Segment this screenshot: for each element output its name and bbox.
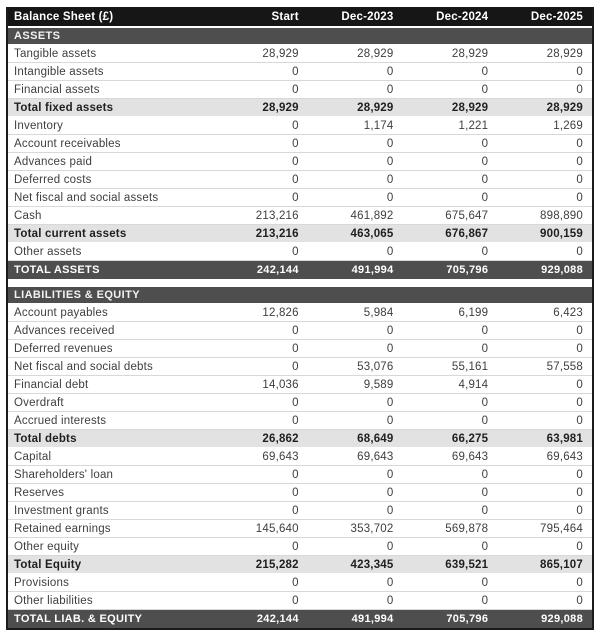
row-label: Account payables — [14, 306, 108, 319]
cell-dec-2023: 0 — [386, 342, 394, 355]
cell-dec-2024: 676,867 — [445, 227, 489, 240]
table-row — [8, 340, 592, 358]
cell-dec-2024: 0 — [481, 191, 489, 204]
table-row — [8, 556, 592, 574]
table-row — [8, 153, 592, 171]
cell-start: 213,216 — [255, 209, 299, 222]
cell-dec-2025: 0 — [576, 414, 583, 427]
row-label: Total debts — [14, 432, 77, 445]
cell-start: 0 — [292, 245, 299, 258]
cell-dec-2023: 423,345 — [350, 558, 394, 571]
cell-dec-2023: 0 — [386, 173, 394, 186]
row-label: Deferred revenues — [14, 342, 113, 355]
cell-dec-2023: 0 — [386, 414, 394, 427]
table-row — [8, 520, 592, 538]
cell-start: 0 — [292, 414, 299, 427]
cell-dec-2025: 6,423 — [553, 306, 583, 319]
row-label: Net fiscal and social debts — [14, 360, 153, 373]
table-row — [8, 117, 592, 135]
cell-dec-2025: 63,981 — [546, 432, 583, 445]
row-label: Other liabilities — [14, 594, 93, 607]
row-label: Overdraft — [14, 396, 64, 409]
table-row — [8, 412, 592, 430]
section-gap — [8, 279, 592, 287]
cell-dec-2025: 0 — [576, 245, 583, 258]
cell-dec-2025: 0 — [576, 83, 583, 96]
cell-dec-2024: 1,221 — [458, 119, 489, 132]
column-header-dec-2023: Dec-2023 — [341, 10, 394, 23]
cell-dec-2024: 0 — [481, 594, 489, 607]
cell-start: 14,036 — [262, 378, 299, 391]
cell-dec-2025: 0 — [576, 504, 583, 517]
cell-start: 215,282 — [255, 558, 299, 571]
row-label: Cash — [14, 209, 42, 222]
cell-dec-2025: 929,088 — [541, 613, 583, 625]
cell-dec-2024: 4,914 — [458, 378, 489, 391]
cell-dec-2024: 0 — [481, 173, 489, 186]
cell-dec-2025: 900,159 — [540, 227, 583, 240]
cell-dec-2023: 491,994 — [351, 264, 394, 276]
row-label: Accrued interests — [14, 414, 107, 427]
cell-dec-2024: 28,929 — [451, 47, 489, 60]
cell-dec-2025: 28,929 — [546, 47, 583, 60]
section-label: LIABILITIES & EQUITY — [14, 289, 140, 301]
column-header-start: Start — [271, 10, 299, 23]
cell-dec-2023: 28,929 — [357, 101, 394, 114]
cell-dec-2023: 69,643 — [357, 450, 394, 463]
cell-start: 0 — [292, 486, 299, 499]
cell-dec-2025: 1,269 — [553, 119, 583, 132]
cell-dec-2024: 0 — [481, 540, 489, 553]
cell-start: 0 — [292, 468, 299, 481]
cell-dec-2025: 0 — [576, 65, 583, 78]
cell-start: 0 — [292, 540, 299, 553]
cell-dec-2025: 57,558 — [546, 360, 583, 373]
cell-dec-2024: 639,521 — [445, 558, 489, 571]
row-label: Total current assets — [14, 227, 127, 240]
cell-dec-2023: 0 — [386, 155, 394, 168]
balance-sheet-table — [6, 7, 594, 630]
cell-dec-2025: 929,088 — [541, 264, 583, 276]
cell-dec-2024: 0 — [481, 65, 489, 78]
table-row — [8, 81, 592, 99]
cell-dec-2023: 0 — [386, 594, 394, 607]
table-row — [8, 207, 592, 225]
cell-dec-2023: 0 — [386, 83, 394, 96]
cell-dec-2023: 53,076 — [357, 360, 394, 373]
row-label: Other assets — [14, 245, 82, 258]
cell-dec-2023: 0 — [386, 396, 394, 409]
table-row — [8, 592, 592, 610]
cell-dec-2023: 28,929 — [357, 47, 394, 60]
cell-dec-2023: 1,174 — [363, 119, 394, 132]
row-label: Account receivables — [14, 137, 121, 150]
table-row — [8, 484, 592, 502]
table-row — [8, 502, 592, 520]
cell-dec-2024: 0 — [481, 155, 489, 168]
table-body — [8, 28, 592, 628]
cell-dec-2024: 0 — [481, 83, 489, 96]
cell-dec-2025: 0 — [576, 324, 583, 337]
cell-start: 0 — [292, 155, 299, 168]
row-label: Financial assets — [14, 83, 100, 96]
cell-start: 0 — [292, 504, 299, 517]
cell-dec-2025: 69,643 — [546, 450, 583, 463]
row-label: Investment grants — [14, 504, 109, 517]
cell-dec-2025: 0 — [576, 468, 583, 481]
row-label: Retained earnings — [14, 522, 111, 535]
cell-dec-2023: 5,984 — [363, 306, 394, 319]
row-label: TOTAL LIAB. & EQUITY — [14, 613, 143, 625]
cell-dec-2024: 0 — [481, 324, 489, 337]
cell-start: 242,144 — [256, 613, 299, 625]
cell-dec-2023: 0 — [386, 486, 394, 499]
table-title: Balance Sheet (£) — [14, 10, 114, 23]
cell-dec-2024: 0 — [481, 245, 489, 258]
table-row — [8, 358, 592, 376]
cell-dec-2024: 0 — [481, 486, 489, 499]
cell-dec-2023: 0 — [386, 540, 394, 553]
cell-start: 0 — [292, 119, 299, 132]
section-label: ASSETS — [14, 30, 61, 42]
cell-start: 0 — [292, 342, 299, 355]
row-label: Advances paid — [14, 155, 93, 168]
table-row — [8, 243, 592, 261]
row-label: Other equity — [14, 540, 80, 553]
cell-dec-2023: 0 — [386, 576, 394, 589]
row-label: Shareholders' loan — [14, 468, 114, 481]
cell-dec-2025: 0 — [576, 576, 583, 589]
cell-start: 145,640 — [255, 522, 299, 535]
cell-start: 0 — [292, 65, 299, 78]
cell-dec-2024: 66,275 — [451, 432, 489, 445]
table-header-row — [8, 7, 592, 28]
cell-start: 0 — [292, 173, 299, 186]
cell-start: 0 — [292, 191, 299, 204]
row-label: Inventory — [14, 119, 64, 132]
row-label: TOTAL ASSETS — [14, 264, 100, 276]
cell-dec-2024: 705,796 — [446, 613, 489, 625]
cell-dec-2024: 28,929 — [451, 101, 489, 114]
cell-dec-2025: 865,107 — [540, 558, 583, 571]
cell-dec-2023: 463,065 — [350, 227, 394, 240]
cell-start: 12,826 — [262, 306, 299, 319]
table-row — [8, 448, 592, 466]
cell-start: 26,862 — [262, 432, 299, 445]
table-row — [8, 466, 592, 484]
column-header-dec-2025: Dec-2025 — [530, 10, 583, 23]
cell-dec-2025: 0 — [576, 378, 583, 391]
cell-dec-2024: 0 — [481, 468, 489, 481]
cell-dec-2024: 675,647 — [445, 209, 489, 222]
cell-start: 0 — [292, 83, 299, 96]
cell-dec-2023: 0 — [386, 137, 394, 150]
table-row — [8, 171, 592, 189]
table-row — [8, 225, 592, 243]
cell-dec-2023: 0 — [386, 324, 394, 337]
table-row — [8, 538, 592, 556]
table-row — [8, 63, 592, 81]
cell-dec-2023: 461,892 — [350, 209, 394, 222]
cell-dec-2024: 0 — [481, 414, 489, 427]
column-header-dec-2024: Dec-2024 — [436, 10, 489, 23]
cell-start: 0 — [292, 137, 299, 150]
cell-dec-2025: 0 — [576, 155, 583, 168]
cell-dec-2025: 0 — [576, 173, 583, 186]
cell-dec-2024: 6,199 — [458, 306, 489, 319]
cell-start: 28,929 — [262, 101, 299, 114]
section-header-row — [8, 28, 592, 45]
cell-dec-2025: 795,464 — [540, 522, 583, 535]
row-label: Advances received — [14, 324, 115, 337]
cell-start: 0 — [292, 594, 299, 607]
table-row — [8, 45, 592, 63]
table-row — [8, 376, 592, 394]
cell-dec-2023: 0 — [386, 245, 394, 258]
cell-dec-2025: 0 — [576, 594, 583, 607]
cell-dec-2025: 0 — [576, 342, 583, 355]
cell-dec-2024: 0 — [481, 576, 489, 589]
table-row — [8, 322, 592, 340]
cell-start: 213,216 — [255, 227, 299, 240]
table-row — [8, 261, 592, 279]
cell-dec-2025: 0 — [576, 540, 583, 553]
row-label: Intangible assets — [14, 65, 104, 78]
cell-dec-2024: 0 — [481, 342, 489, 355]
row-label: Reserves — [14, 486, 65, 499]
section-header-row — [8, 287, 592, 304]
table-row — [8, 135, 592, 153]
cell-dec-2024: 0 — [481, 137, 489, 150]
row-label: Total fixed assets — [14, 101, 114, 114]
table-row — [8, 189, 592, 207]
cell-dec-2024: 569,878 — [445, 522, 489, 535]
cell-dec-2023: 491,994 — [351, 613, 394, 625]
table-row — [8, 430, 592, 448]
row-label: Total Equity — [14, 558, 82, 571]
cell-dec-2025: 28,929 — [546, 101, 583, 114]
cell-dec-2024: 705,796 — [446, 264, 489, 276]
row-label: Provisions — [14, 576, 70, 589]
cell-dec-2024: 0 — [481, 504, 489, 517]
cell-start: 0 — [292, 576, 299, 589]
cell-dec-2025: 0 — [576, 191, 583, 204]
cell-dec-2023: 0 — [386, 191, 394, 204]
cell-dec-2023: 0 — [386, 468, 394, 481]
cell-dec-2024: 0 — [481, 396, 489, 409]
cell-dec-2025: 0 — [576, 396, 583, 409]
row-label: Net fiscal and social assets — [14, 191, 159, 204]
row-label: Capital — [14, 450, 52, 463]
table-row — [8, 394, 592, 412]
cell-start: 0 — [292, 324, 299, 337]
cell-dec-2024: 69,643 — [451, 450, 489, 463]
cell-start: 28,929 — [262, 47, 299, 60]
table-row — [8, 610, 592, 628]
cell-dec-2023: 9,589 — [363, 378, 394, 391]
cell-dec-2023: 0 — [386, 504, 394, 517]
cell-start: 0 — [292, 360, 299, 373]
cell-dec-2023: 353,702 — [350, 522, 394, 535]
cell-dec-2023: 68,649 — [357, 432, 394, 445]
cell-start: 69,643 — [262, 450, 299, 463]
cell-dec-2025: 0 — [576, 486, 583, 499]
cell-start: 0 — [292, 396, 299, 409]
table-row — [8, 304, 592, 322]
table-row — [8, 574, 592, 592]
cell-dec-2024: 55,161 — [451, 360, 489, 373]
row-label: Deferred costs — [14, 173, 92, 186]
row-label: Tangible assets — [14, 47, 97, 60]
row-label: Financial debt — [14, 378, 89, 391]
cell-dec-2025: 898,890 — [540, 209, 583, 222]
table-row — [8, 99, 592, 117]
cell-dec-2023: 0 — [386, 65, 394, 78]
cell-dec-2025: 0 — [576, 137, 583, 150]
cell-start: 242,144 — [256, 264, 299, 276]
